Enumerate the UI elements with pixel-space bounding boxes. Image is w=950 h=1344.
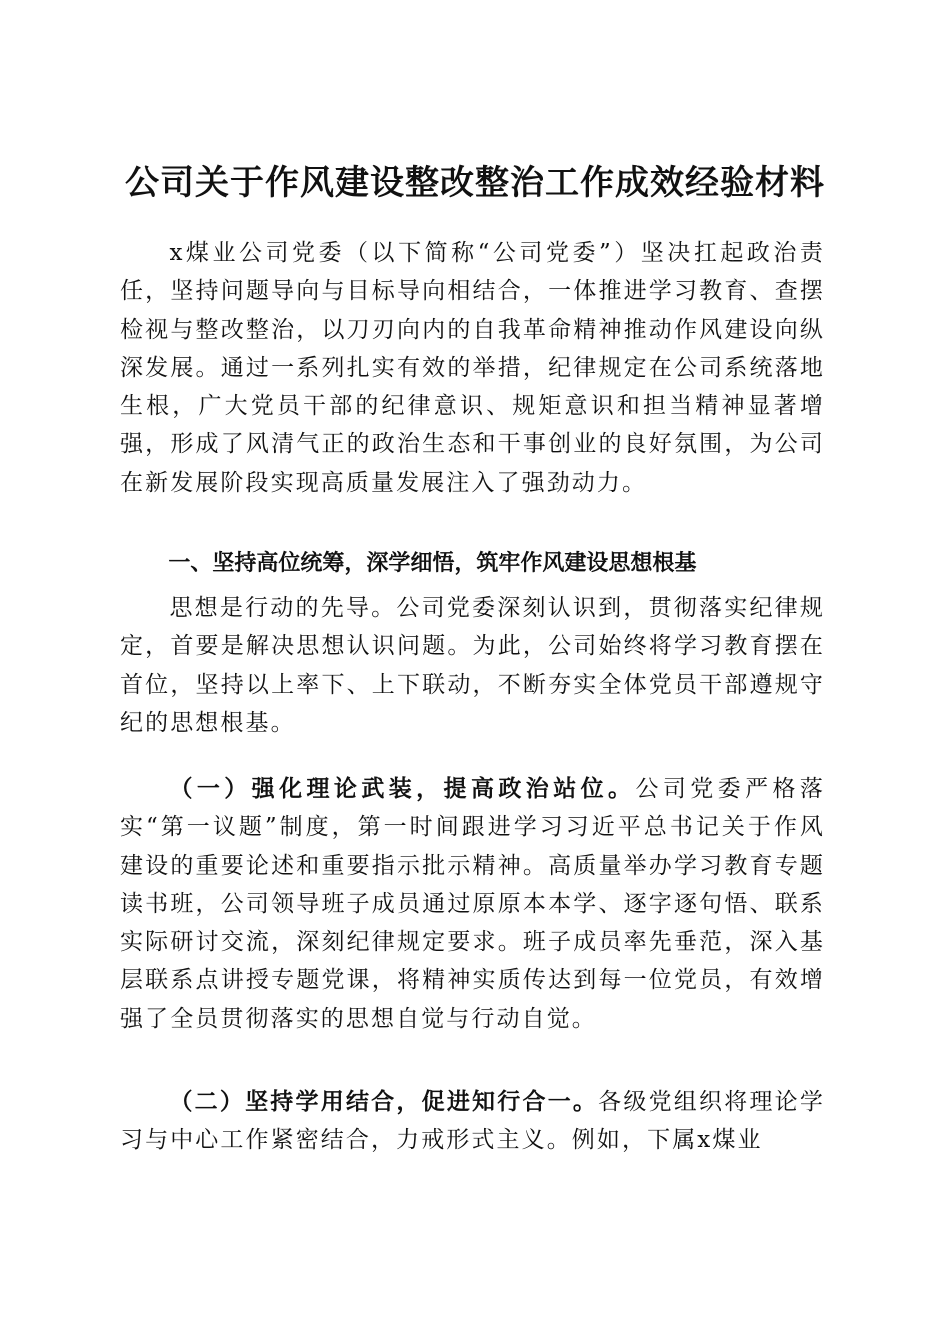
- section1-paragraph: 思想是行动的先导。公司党委深刻认识到，贯彻落实纪律规定，首要是解决思想认识问题。为此，公司始终将学习教育摆在首位，坚持以上率下、上下联动，不断夯实全体党员干部遵规守纪的思想根基。: [120, 595, 825, 736]
- section1-item2-subheading: （二）坚持学用结合，促进知行合一。: [169, 1088, 599, 1115]
- document-title: 公司关于作风建设整改整治工作成效经验材料: [125, 162, 825, 203]
- section1-item1-paragraph: [120, 770, 825, 1038]
- intro-paragraph: x煤业公司党委（以下简称“公司党委”）坚决扛起政治责任，坚持问题导向与目标导向相结合，一体推进学习教育、查摆检视与整改整治，以刀刃向内的自我革命精神推动作风建设向纵深发展。通过一系列扎实有效的举措，纪律规定在公司系统落地生根，广大党员干部的纪律意识、规矩意识和担当精神显著增强，形成了风清气正的政治生态和干事创业的良好氛围，为公司在新发展阶段实现高质量发展注入了强劲动力。: [120, 240, 825, 496]
- section1-item1-text: 公司党委严格落实“第一议题”制度，第一时间跟进学习习近平总书记关于作风建设的重要论述和重要指示批示精神。高质量举办学习教育专题读书班，公司领导班子成员通过原原本本学、逐字逐句悟、联系实际研讨交流，深刻纪律规定要求。班子成员率先垂范，深入基层联系点讲授专题党课，将精神实质传达到每一位党员，有效增强了全员贯彻落实的思想自觉与行动自觉。: [120, 776, 826, 1032]
- section1-item2-text: 各级党组织将理论学习与中心工作紧密结合，力戒形式主义。例如，下属x煤业: [120, 1089, 826, 1154]
- section1-item1-subheading: （一）强化理论武装，提高政治站位。: [169, 775, 636, 802]
- section-heading-1: 一、坚持高位统筹，深学细悟，筑牢作风建设思想根基: [168, 551, 697, 576]
- section1-item2-paragraph: [120, 1083, 825, 1160]
